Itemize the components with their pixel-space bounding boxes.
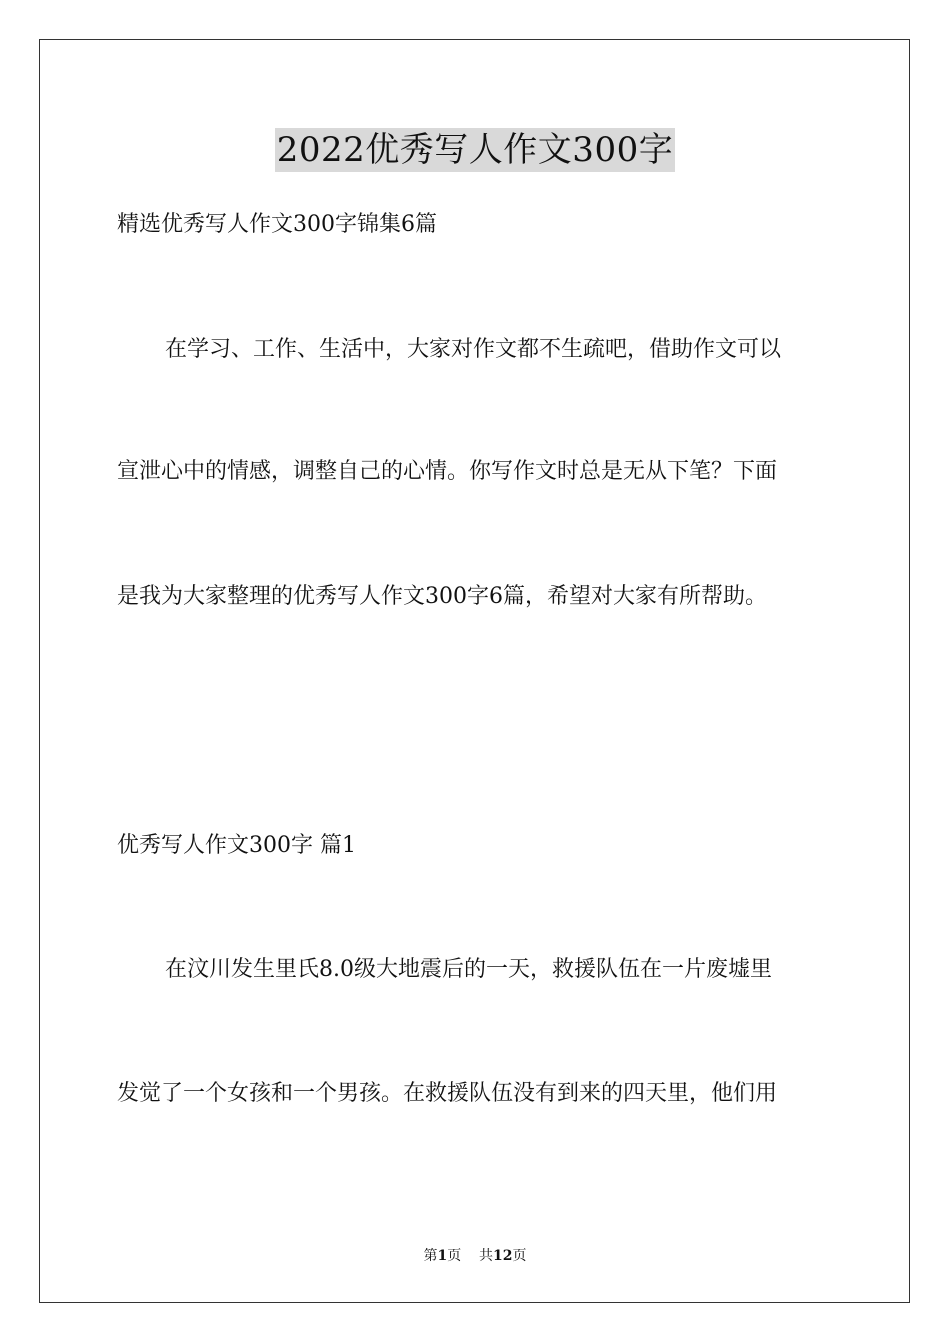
title-container [0,128,950,172]
intro-paragraph-line-1: 在学习、工作、生活中，大家对作文都不生疏吧，借助作文可以 [165,337,782,362]
section-paragraph-line-2: 发觉了一个女孩和一个男孩。在救援队伍没有到来的四天里，他们用 [117,1081,778,1106]
document-title: 2022优秀写人作文300字 [276,130,674,170]
document-subtitle: 精选优秀写人作文300字锦集6篇 [117,212,437,237]
intro-paragraph-line-2: 宣泄心中的情感，调整自己的心情。你写作文时总是无从下笔？下面 [117,459,778,484]
footer-page-current: 1 [437,1248,448,1264]
footer-page-prefix: 第 [423,1248,438,1264]
footer-page-suffix: 页 [447,1248,462,1264]
section-paragraph-line-1: 在汶川发生里氏8.0级大地震后的一天，救援队伍在一片废墟里 [165,957,772,982]
footer-total-suffix: 页 [512,1248,527,1264]
section-heading: 优秀写人作文300字 篇1 [117,833,356,858]
footer-total-prefix: 共 [479,1248,494,1264]
page-footer [0,1246,950,1266]
footer-page-total: 12 [493,1248,513,1264]
intro-paragraph-line-3: 是我为大家整理的优秀写人作文300字6篇，希望对大家有所帮助。 [117,584,767,609]
